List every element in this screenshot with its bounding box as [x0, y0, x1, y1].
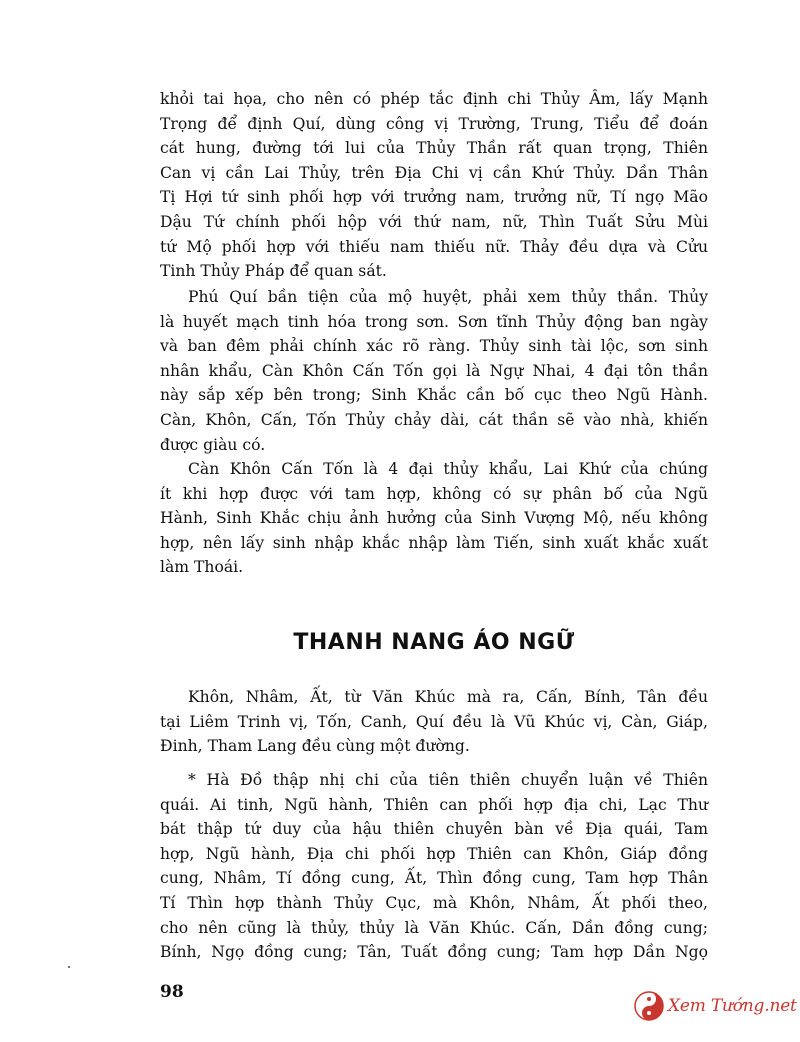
text-line: Khôn, Nhâm, Ất, từ Văn Khúc mà ra, Cấn, Bính, Tân đều — [188, 688, 708, 706]
text-line: tại Liêm Trinh vị, Tốn, Canh, Quí đều là Vũ Khúc vị, Càn, Giáp, — [160, 712, 708, 731]
text-line: quái. Ai tinh, Ngũ hành, Thiên can phối hợp địa chi, Lạc Thư — [160, 795, 708, 814]
text-line: Dậu Tứ chính phối hộp với thứ nam, nữ, Thìn Tuất Sửu Mùi — [160, 212, 708, 231]
paragraph-4 — [160, 685, 708, 759]
text-line: hợp, nên lấy sinh nhập khắc nhập làm Tiến, sinh xuất khắc xuất — [160, 533, 708, 552]
paragraph-text — [160, 285, 708, 457]
paragraph-text — [160, 87, 708, 284]
text-line: này sắp xếp bên trong; Sinh Khắc cần bố cục theo Ngũ Hành. — [160, 386, 708, 405]
text-line: cát hung, đường tới lui của Thủy Thần rất quan trọng, Thiên — [160, 139, 708, 158]
paragraph-text — [160, 768, 708, 965]
text-line: cung, Nhâm, Tí đồng cung, Ất, Thìn đồng cung, Tam hợp Thân — [160, 869, 708, 888]
section-heading: THANH NANG ÁO NGỮ — [293, 630, 575, 655]
watermark — [634, 988, 797, 1024]
text-line: được giàu có. — [160, 435, 266, 454]
paragraph-1 — [160, 87, 708, 284]
paragraph-5 — [160, 768, 708, 965]
text-line: bát thập tứ duy của hậu thiên chuyên bàn về Địa quái, Tam — [160, 820, 708, 839]
text-line: Phú Quí bần tiện của mộ huyệt, phải xem thủy thần. Thủy — [188, 288, 708, 306]
text-line: và ban đêm phải chính xác rõ ràng. Thủy sinh tài lộc, sơn sinh — [160, 337, 708, 356]
text-line: khỏi tai họa, cho nên có phép tắc định chi Thủy Âm, lấy Mạnh — [160, 90, 708, 108]
text-line: là huyết mạch tinh hóa trong sơn. Sơn tĩnh Thủy động ban ngày — [160, 312, 708, 331]
text-line: Tinh Thủy Pháp để quan sát. — [160, 262, 387, 281]
paragraph-3 — [160, 457, 708, 580]
text-line: tứ Mộ phối hợp với thiếu nam thiếu nữ. Thảy đều dựa và Cửu — [160, 237, 708, 256]
text-line: Tị Hợi tứ sinh phối hợp với trưởng nam, trưởng nữ, Tí ngọ Mão — [160, 188, 708, 207]
text-line: Càn Khôn Cấn Tốn là 4 đại thủy khẩu, Lai Khứ của chúng — [188, 460, 708, 478]
text-line: Trọng để định Quí, dùng công vị Trường, Trung, Tiểu để đoán — [160, 114, 708, 133]
paragraph-text — [160, 685, 708, 759]
text-line: Đinh, Tham Lang đều cùng một đường. — [160, 737, 470, 756]
text-line: ít khi hợp được với tam hợp, không có sự phân bố của Ngũ — [160, 484, 708, 503]
text-line: Can vị cần Lai Thủy, trên Địa Chi vị cần Khứ Thủy. Dần Thân — [160, 163, 708, 182]
yin-yang-icon — [634, 991, 664, 1021]
text-line: Tí Thìn hợp thành Thủy Cục, mà Khôn, Nhâm, Ất phối theo, — [160, 893, 708, 912]
watermark-text: Xem Tướng.net — [668, 996, 797, 1016]
text-line: làm Thoái. — [160, 558, 244, 577]
text-line: hợp, Ngũ hành, Địa chi phối hợp Thiên can Khôn, Giáp đồng — [160, 844, 708, 863]
text-line: Càn, Khôn, Cấn, Tốn Thủy chảy dài, cát thần sẽ vào nhà, khiến — [160, 410, 708, 429]
paragraph-text — [160, 457, 708, 580]
text-line: nhân khẩu, Càn Khôn Cấn Tốn gọi là Ngự Nhai, 4 đại tôn thần — [160, 361, 708, 380]
page-number: 98 — [160, 982, 184, 1002]
paragraph-2 — [160, 285, 708, 457]
text-line: cho nên cũng là thủy, thủy là Văn Khúc. Cấn, Dần đồng cung; — [160, 918, 708, 937]
scan-speck — [68, 966, 70, 968]
text-line: Bính, Ngọ đồng cung; Tân, Tuất đồng cung; Tam hợp Dần Ngọ — [160, 943, 708, 962]
text-line: * Hà Đồ thập nhị chi của tiên thiên chuyển luận về Thiên — [188, 771, 708, 789]
text-line: Hành, Sinh Khắc chịu ảnh hưởng của Sinh Vượng Mộ, nếu không — [160, 509, 708, 528]
